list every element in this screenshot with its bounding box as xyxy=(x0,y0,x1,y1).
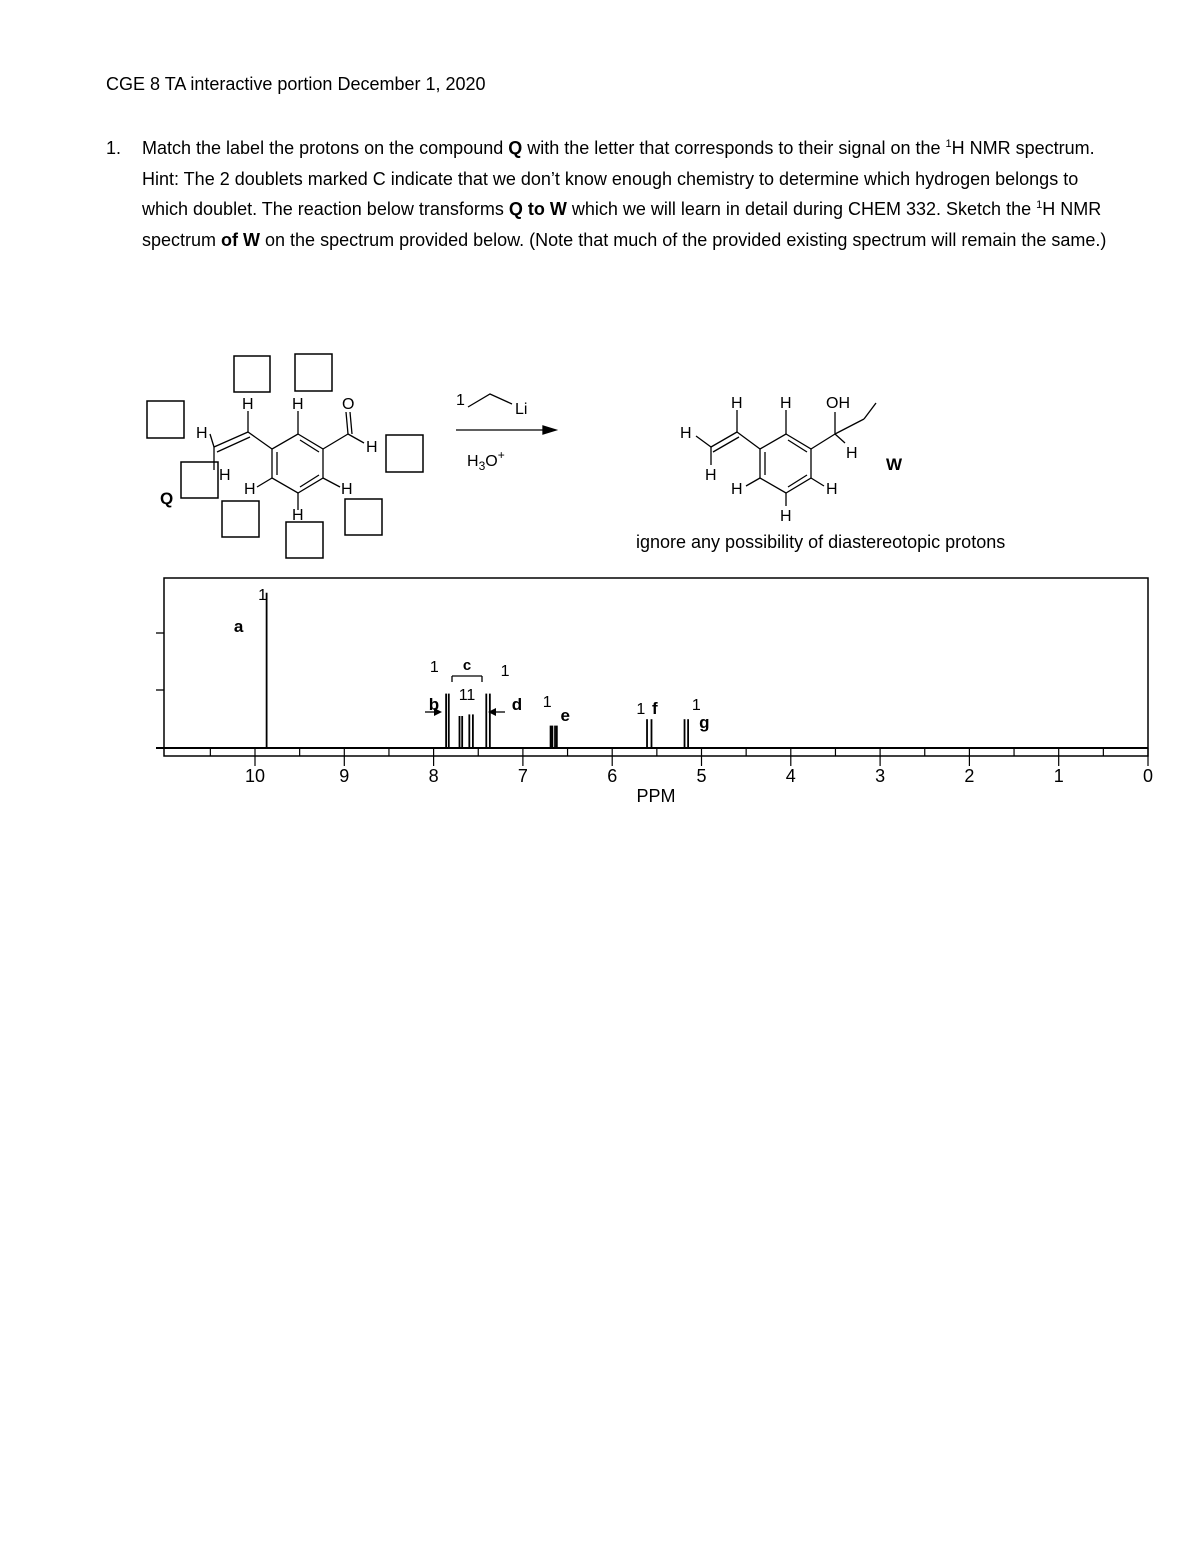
w-h-label: H xyxy=(680,425,692,442)
x-tick-label: 4 xyxy=(785,766,796,786)
x-tick-label: 2 xyxy=(964,766,975,786)
reagent-labels xyxy=(456,392,527,473)
peak-integration: 1 xyxy=(542,694,552,711)
peak-e xyxy=(551,726,557,748)
peak-annotations xyxy=(234,587,710,732)
x-axis-label: PPM xyxy=(636,786,676,806)
reaction-scheme xyxy=(147,354,1005,558)
x-tick-label: 10 xyxy=(244,766,266,786)
q-h-label: H xyxy=(244,481,256,498)
spectrum-peaks xyxy=(267,593,688,748)
w-h-label: H xyxy=(731,481,743,498)
peak-label: e xyxy=(560,706,570,725)
reagent-equivalents: 1 xyxy=(456,392,465,409)
peak-label: b xyxy=(428,695,440,714)
x-tick-label: 9 xyxy=(339,766,350,786)
w-h-label: H xyxy=(780,395,792,412)
answer-box[interactable] xyxy=(295,354,332,391)
peak-integration: 1 xyxy=(500,663,510,680)
x-tick-label: 8 xyxy=(428,766,439,786)
peak-b xyxy=(446,694,449,748)
question-text: Match the label the protons on the compound Q with the letter that corresponds to their signal on the $^1$H NMR spectrum. Hint: The 2 doublets marked C indicate that we don’t know enough chemistry to determine which hydrogen belongs to which doublet. The reaction below transforms Q to W which we will learn in detail during CHEM 332. Sketch the $^1$H NMR spectrum of W on the spectrum provided below. (Note that much of the provided existing spectrum will remain the same.) xyxy=(142,138,1107,250)
peak-c xyxy=(469,714,473,748)
answer-box[interactable] xyxy=(234,356,270,392)
q-h-label: H xyxy=(219,467,231,484)
q-h-label: H xyxy=(292,396,304,413)
peak-label: d xyxy=(511,695,523,714)
peak-label: a xyxy=(233,617,244,636)
reaction-arrow xyxy=(456,394,556,434)
x-tick-label: 1 xyxy=(1053,766,1064,786)
answer-box[interactable] xyxy=(181,462,218,498)
q-h-label: H xyxy=(292,507,304,524)
q-o-label: O xyxy=(342,396,355,413)
q-h-label: H xyxy=(196,425,208,442)
compound-q-label: Q xyxy=(160,489,174,508)
compound-w-label: W xyxy=(886,455,903,474)
peak-label: f xyxy=(651,699,658,718)
w-h-label: H xyxy=(846,445,858,462)
peak-g xyxy=(685,719,689,748)
answer-box[interactable] xyxy=(286,522,323,558)
w-h-label: H xyxy=(731,395,743,412)
q-h-label: H xyxy=(366,439,378,456)
nmr-spectrum xyxy=(156,578,1153,806)
c-inner-integrations: 11 xyxy=(458,687,476,704)
answer-boxes xyxy=(147,354,423,558)
answer-box[interactable] xyxy=(222,501,259,537)
spectrum-frame xyxy=(164,578,1148,756)
peak-integration: 1 xyxy=(691,697,701,714)
x-tick-label: 5 xyxy=(696,766,707,786)
x-axis xyxy=(210,748,1153,786)
x-tick-label: 0 xyxy=(1142,766,1154,786)
peak-label: g xyxy=(699,713,710,732)
reagent-metal: Li xyxy=(515,401,528,418)
answer-box[interactable] xyxy=(345,499,382,535)
reagent-acid: $H_3O^+$ xyxy=(467,448,505,473)
c-group-label: c xyxy=(462,657,472,674)
w-h-label: H xyxy=(780,508,792,525)
w-oh-label: OH xyxy=(826,395,850,412)
peak-c xyxy=(459,716,462,748)
compound-w-atom-labels xyxy=(636,395,1005,552)
answer-box[interactable] xyxy=(386,435,423,472)
diastereotopic-note: ignore any possibility of diastereotopic protons xyxy=(636,532,1006,552)
question-number: 1. xyxy=(106,138,122,158)
x-tick-label: 7 xyxy=(517,766,528,786)
x-tick-label: 6 xyxy=(607,766,618,786)
peak-integration: 1 xyxy=(429,659,439,676)
peak-integration: 1 xyxy=(258,587,268,604)
q-h-label: H xyxy=(341,481,353,498)
w-h-label: H xyxy=(826,481,838,498)
w-h-label: H xyxy=(705,467,717,484)
x-tick-label: 3 xyxy=(875,766,886,786)
peak-integration: 1 xyxy=(636,701,646,718)
document-header: CGE 8 TA interactive portion December 1, 2020 xyxy=(106,74,486,94)
y-axis-ticks xyxy=(156,633,164,690)
peak-f xyxy=(647,719,651,748)
peak-d xyxy=(486,694,490,748)
q-h-label: H xyxy=(242,396,254,413)
answer-box[interactable] xyxy=(147,401,184,438)
